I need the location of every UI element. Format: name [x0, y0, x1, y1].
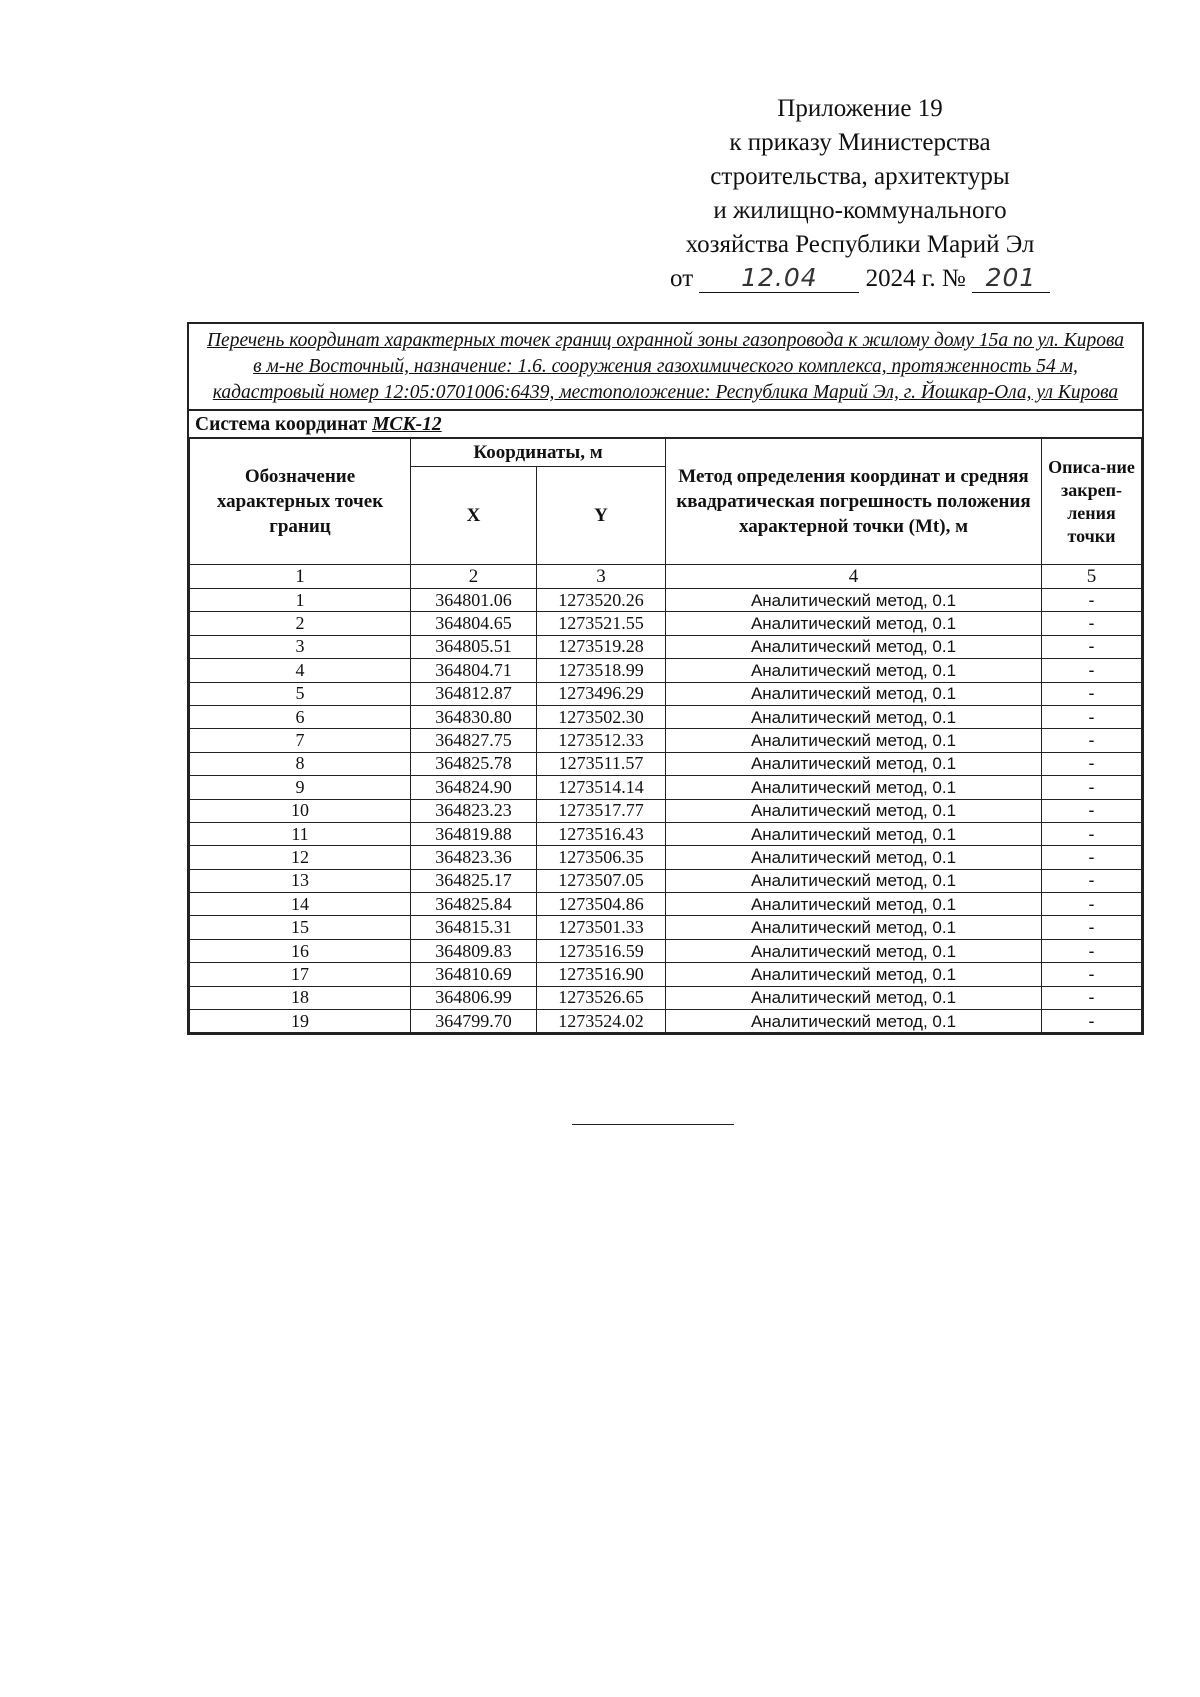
- point-cell: 4: [190, 659, 411, 682]
- point-cell: 3: [190, 635, 411, 658]
- method-cell: Аналитический метод, 0.1: [666, 822, 1042, 845]
- method-cell: Аналитический метод, 0.1: [666, 799, 1042, 822]
- method-cell: Аналитический метод, 0.1: [666, 776, 1042, 799]
- method-cell: Аналитический метод, 0.1: [666, 705, 1042, 728]
- table-row: [190, 869, 1142, 892]
- method-cell: Аналитический метод, 0.1: [666, 729, 1042, 752]
- y-cell: 1273520.26: [537, 589, 666, 612]
- point-cell: 12: [190, 846, 411, 869]
- order-date-line: [600, 262, 1120, 296]
- point-cell: 19: [190, 1010, 411, 1033]
- description-cell: -: [1042, 682, 1142, 705]
- y-cell: 1273502.30: [537, 705, 666, 728]
- point-cell: 14: [190, 893, 411, 916]
- year-text: 2024 г. №: [865, 265, 966, 292]
- table-row: [190, 822, 1142, 845]
- description-cell: -: [1042, 635, 1142, 658]
- y-cell: 1273526.65: [537, 986, 666, 1009]
- x-cell: 364825.17: [411, 869, 537, 892]
- description-cell: -: [1042, 705, 1142, 728]
- x-cell: 364799.70: [411, 1010, 537, 1033]
- point-cell: 8: [190, 752, 411, 775]
- table-row: [190, 682, 1142, 705]
- point-cell: 5: [190, 682, 411, 705]
- y-cell: 1273512.33: [537, 729, 666, 752]
- column-number-row: [190, 565, 1142, 589]
- point-cell: 13: [190, 869, 411, 892]
- header-line: хозяйства Республики Марий Эл: [685, 231, 1035, 258]
- table-title: [189, 324, 1142, 411]
- table-row: [190, 916, 1142, 939]
- y-cell: 1273504.86: [537, 893, 666, 916]
- y-cell: 1273518.99: [537, 659, 666, 682]
- table-row: [190, 939, 1142, 962]
- appendix-header: [600, 92, 1120, 296]
- table-title-text: Перечень координат характерных точек границ охранной зоны газопровода к жилому дому 15а по ул. Кирова в м-не Восточный, назначение: 1.6. сооружения газохимического комплекса, протяженность 54 м, кадастровый номер 12:05:0701006:6439, местоположение: Республика Марий Эл, г. Йошкар-Ола, ул Кирова: [206, 330, 1125, 403]
- method-cell: Аналитический метод, 0.1: [666, 846, 1042, 869]
- point-cell: 10: [190, 799, 411, 822]
- y-cell: 1273506.35: [537, 846, 666, 869]
- closing-rule: [572, 1124, 734, 1125]
- point-cell: 15: [190, 916, 411, 939]
- date-prefix: от: [670, 265, 694, 292]
- y-cell: 1273496.29: [537, 682, 666, 705]
- column-number: 2: [411, 565, 537, 589]
- coordinate-system-row: [189, 411, 1142, 438]
- description-cell: -: [1042, 916, 1142, 939]
- method-cell: Аналитический метод, 0.1: [666, 939, 1042, 962]
- x-cell: 364830.80: [411, 705, 537, 728]
- y-cell: 1273517.77: [537, 799, 666, 822]
- description-cell: -: [1042, 776, 1142, 799]
- header-line: строительства, архитектуры: [710, 163, 1010, 190]
- point-cell: 2: [190, 612, 411, 635]
- description-cell: -: [1042, 963, 1142, 986]
- x-cell: 364804.71: [411, 659, 537, 682]
- point-cell: 11: [190, 822, 411, 845]
- description-cell: -: [1042, 752, 1142, 775]
- description-cell: -: [1042, 986, 1142, 1009]
- header-line: к приказу Министерства: [729, 129, 991, 156]
- column-number: 5: [1042, 565, 1142, 589]
- description-cell: -: [1042, 1010, 1142, 1033]
- method-cell: Аналитический метод, 0.1: [666, 893, 1042, 916]
- description-cell: -: [1042, 589, 1142, 612]
- table-row: [190, 776, 1142, 799]
- description-cell: -: [1042, 869, 1142, 892]
- description-cell: -: [1042, 612, 1142, 635]
- handwritten-order-number: 201: [972, 264, 1050, 293]
- x-cell: 364825.78: [411, 752, 537, 775]
- method-cell: Аналитический метод, 0.1: [666, 635, 1042, 658]
- x-cell: 364806.99: [411, 986, 537, 1009]
- y-cell: 1273514.14: [537, 776, 666, 799]
- table-row: [190, 986, 1142, 1009]
- point-cell: 1: [190, 589, 411, 612]
- y-cell: 1273519.28: [537, 635, 666, 658]
- point-cell: 6: [190, 705, 411, 728]
- x-cell: 364804.65: [411, 612, 537, 635]
- x-cell: 364827.75: [411, 729, 537, 752]
- header-description: Описа-ние закреп-ления точки: [1042, 439, 1142, 565]
- table-row: [190, 846, 1142, 869]
- x-cell: 364825.84: [411, 893, 537, 916]
- x-cell: 364809.83: [411, 939, 537, 962]
- method-cell: Аналитический метод, 0.1: [666, 752, 1042, 775]
- table-row: [190, 612, 1142, 635]
- point-cell: 18: [190, 986, 411, 1009]
- header-designation: Обозначение характерных точек границ: [190, 439, 411, 565]
- table-row: [190, 589, 1142, 612]
- point-cell: 16: [190, 939, 411, 962]
- x-cell: 364805.51: [411, 635, 537, 658]
- y-cell: 1273516.59: [537, 939, 666, 962]
- coordinate-system-value: МСК-12: [372, 414, 442, 435]
- y-cell: 1273516.43: [537, 822, 666, 845]
- point-cell: 9: [190, 776, 411, 799]
- description-cell: -: [1042, 846, 1142, 869]
- y-cell: 1273524.02: [537, 1010, 666, 1033]
- description-cell: -: [1042, 729, 1142, 752]
- point-cell: 17: [190, 963, 411, 986]
- table-row: [190, 1010, 1142, 1033]
- header-x: X: [411, 467, 537, 565]
- column-number: 3: [537, 565, 666, 589]
- method-cell: Аналитический метод, 0.1: [666, 612, 1042, 635]
- x-cell: 364824.90: [411, 776, 537, 799]
- method-cell: Аналитический метод, 0.1: [666, 1010, 1042, 1033]
- table-row: [190, 799, 1142, 822]
- coordinates-table-frame: [187, 322, 1144, 1035]
- column-number: 1: [190, 565, 411, 589]
- description-cell: -: [1042, 659, 1142, 682]
- method-cell: Аналитический метод, 0.1: [666, 682, 1042, 705]
- method-cell: Аналитический метод, 0.1: [666, 589, 1042, 612]
- method-cell: Аналитический метод, 0.1: [666, 659, 1042, 682]
- table-row: [190, 729, 1142, 752]
- y-cell: 1273507.05: [537, 869, 666, 892]
- header-line: Приложение 19: [777, 95, 943, 122]
- table-row: [190, 963, 1142, 986]
- method-cell: Аналитический метод, 0.1: [666, 869, 1042, 892]
- table-row: [190, 635, 1142, 658]
- table-row: [190, 752, 1142, 775]
- header-y: Y: [537, 467, 666, 565]
- description-cell: -: [1042, 799, 1142, 822]
- description-cell: -: [1042, 893, 1142, 916]
- x-cell: 364810.69: [411, 963, 537, 986]
- y-cell: 1273511.57: [537, 752, 666, 775]
- table-row: [190, 893, 1142, 916]
- y-cell: 1273501.33: [537, 916, 666, 939]
- column-number: 4: [666, 565, 1042, 589]
- x-cell: 364819.88: [411, 822, 537, 845]
- coordinate-system-label: Система координат: [195, 414, 368, 435]
- header-coordinates: Координаты, м: [411, 439, 666, 467]
- handwritten-date: 12.04: [699, 264, 859, 293]
- table-row: [190, 705, 1142, 728]
- x-cell: 364812.87: [411, 682, 537, 705]
- y-cell: 1273516.90: [537, 963, 666, 986]
- method-cell: Аналитический метод, 0.1: [666, 916, 1042, 939]
- x-cell: 364815.31: [411, 916, 537, 939]
- x-cell: 364823.23: [411, 799, 537, 822]
- header-method: Метод определения координат и средняя квадратическая погрешность положения характерной точки (Mt), м: [666, 439, 1042, 565]
- header-line: и жилищно-коммунального: [713, 197, 1007, 224]
- method-cell: Аналитический метод, 0.1: [666, 963, 1042, 986]
- point-cell: 7: [190, 729, 411, 752]
- description-cell: -: [1042, 822, 1142, 845]
- x-cell: 364801.06: [411, 589, 537, 612]
- description-cell: -: [1042, 939, 1142, 962]
- table-row: [190, 659, 1142, 682]
- x-cell: 364823.36: [411, 846, 537, 869]
- table-body: [190, 589, 1142, 1033]
- method-cell: Аналитический метод, 0.1: [666, 986, 1042, 1009]
- coordinates-table: [189, 438, 1142, 1033]
- y-cell: 1273521.55: [537, 612, 666, 635]
